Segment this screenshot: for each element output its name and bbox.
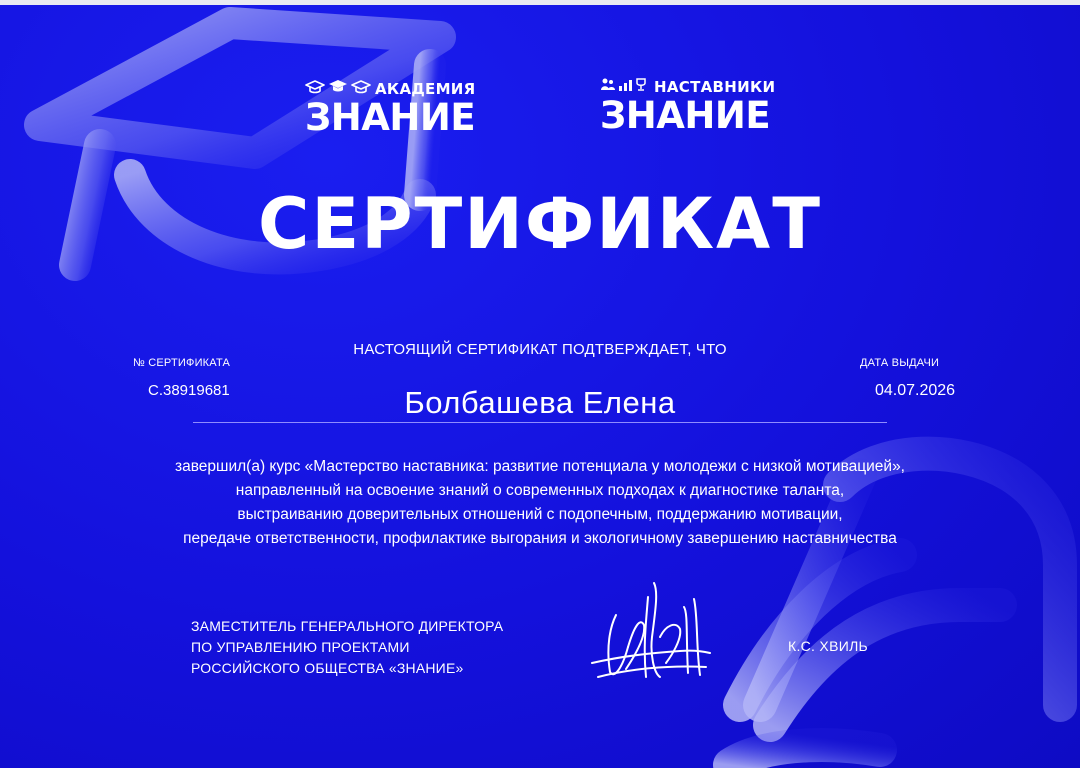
position-line: ЗАМЕСТИТЕЛЬ ГЕНЕРАЛЬНОГО ДИРЕКТОРА bbox=[191, 618, 504, 634]
certificate-number-value: C.38919681 bbox=[148, 382, 230, 399]
logo-left-small-text: АКАДЕМИЯ bbox=[375, 80, 476, 98]
logo-left-big-text: ЗНАНИЕ bbox=[305, 96, 476, 139]
logo-right-big-text: ЗНАНИЕ bbox=[600, 94, 771, 137]
issue-date-value: 04.07.2026 bbox=[875, 382, 956, 399]
position-line: РОССИЙСКОГО ОБЩЕСТВА «ЗНАНИЕ» bbox=[191, 660, 464, 676]
certificate-title: СЕРТИФИКАТ bbox=[258, 183, 822, 265]
issue-date-label: ДАТА ВЫДАЧИ bbox=[860, 357, 940, 369]
description-line: передаче ответственности, профилактике выгорания и экологичному завершению наставничества bbox=[183, 530, 897, 547]
handwritten-signature bbox=[588, 577, 718, 687]
course-description bbox=[100, 455, 980, 551]
certificate-number-label: № СЕРТИФИКАТА bbox=[133, 357, 231, 369]
signatory-position bbox=[191, 616, 503, 679]
description-line: выстраиванию доверительных отношений с подопечным, поддержанию мотивации, bbox=[237, 506, 843, 523]
description-line: завершил(а) курс «Мастерство наставника: развитие потенциала у молодежи с низкой мотивацией», bbox=[175, 458, 905, 475]
signatory-name: К.С. ХВИЛЬ bbox=[788, 638, 869, 654]
position-line: ПО УПРАВЛЕНИЮ ПРОЕКТАМИ bbox=[191, 639, 410, 655]
confirmation-text: НАСТОЯЩИЙ СЕРТИФИКАТ ПОДТВЕРЖДАЕТ, ЧТО bbox=[353, 341, 727, 358]
akademiya-znanie-logo bbox=[305, 79, 476, 139]
description-line: направленный на освоение знаний о современных подходах к диагностике таланта, bbox=[235, 482, 845, 499]
logo-right-small-text: НАСТАВНИКИ bbox=[654, 78, 776, 96]
name-underline bbox=[193, 422, 887, 423]
recipient-name: Болбашева Елена bbox=[404, 385, 676, 420]
nastavniki-znanie-logo bbox=[600, 77, 776, 137]
certificate bbox=[0, 5, 1080, 768]
